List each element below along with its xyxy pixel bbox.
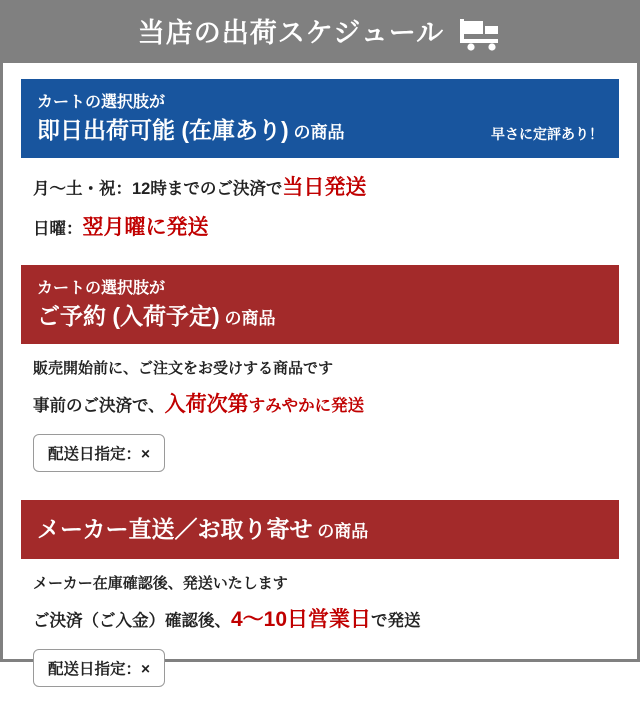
detail-line [33,172,609,204]
detail-suffix: すみやかに発送 [248,396,365,415]
section-details-reservation [21,344,619,480]
band-text-group [37,91,344,146]
schedule-body [3,63,637,705]
band-big-suffix: の商品 [288,123,345,142]
detail-highlight: 当日発送 [282,176,367,200]
detail-highlight: 翌月曜に発送 [82,215,209,239]
band-text-group [37,514,368,545]
detail-highlight: 入荷次第 [164,392,249,416]
page-title: 当店の出荷スケジュール [137,17,445,48]
band-big-label: ご予約 (入荷予定) の商品 [37,303,276,330]
section-band-reservation [21,265,619,344]
band-big-label: メーカー直送／お取り寄せ の商品 [37,516,369,543]
band-big-label: 即日出荷可能 (在庫あり) の商品 [37,117,345,143]
delivery-date-tag: 配送日指定：× [33,434,165,472]
band-big-suffix: の商品 [219,309,276,329]
section-band-direct-shipping [21,500,619,559]
detail-line: メーカー在庫確認後、発送いたします [33,575,288,593]
detail-line [33,212,609,244]
band-small-label: カートの選択肢が [37,280,166,298]
band-note: 早さに定評あり！ [491,126,603,143]
delivery-date-tag: 配送日指定：× [33,649,165,687]
detail-line [33,389,609,421]
detail-prefix: 月〜土・祝：12時までのご決済で [33,180,283,199]
band-text-group [37,277,275,332]
hand-truck-icon [458,17,502,51]
detail-prefix: ご決済（ご入金）確認後、 [33,611,231,630]
detail-prefix: 事前のご決済で、 [33,396,165,415]
page-header [3,3,637,63]
detail-prefix: 日曜： [33,219,83,238]
band-small-label: カートの選択肢が [37,94,166,111]
detail-highlight: 4〜10日営業日 [231,607,372,631]
section-band-same-day [21,79,619,158]
detail-line [33,604,609,636]
band-big-suffix: の商品 [312,522,369,542]
section-details-same-day [21,158,619,251]
detail-suffix: で発送 [371,611,421,630]
section-details-direct-shipping [21,559,619,695]
detail-line: 販売開始前に、ご注文をお受けする商品です [33,360,334,378]
